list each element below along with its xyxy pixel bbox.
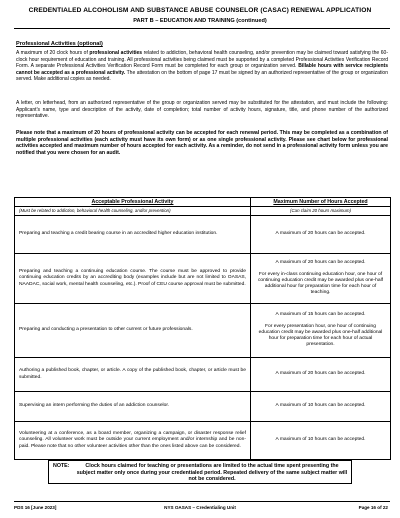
header-divider <box>14 28 390 29</box>
letter-paragraph: A letter, on letterhead, from an authorized representative of the group or organization served may be substituted for the attestation, and must include the following: Applicant's name, type and description of the activity, date of completion; total number of activity hours, signature, title, and phone number of the authorized representative. <box>16 100 388 120</box>
document-subtitle: PART B – EDUCATION AND TRAINING (continued) <box>133 18 267 24</box>
hours-text: A maximum of 20 hours can be accepted. <box>275 371 366 377</box>
table-row <box>15 254 391 304</box>
hours-cell <box>251 358 391 392</box>
activity-cell: Preparing and teaching a credit bearing course in an accredited higher education institution. <box>15 216 251 254</box>
col-activity-subheader: (Must be related to addiction, behavioral health counseling, and/or prevention) <box>15 207 251 216</box>
intro-bold-2: Billable hours with service recipients cannot be accepted as a professional activity. <box>16 63 388 76</box>
section-title: Professional Activities (optional) <box>16 41 103 47</box>
hours-text: A maximum of 15 hours can be accepted. <box>275 312 366 318</box>
activities-table <box>14 197 391 460</box>
table-subheader-row <box>15 207 391 216</box>
maximum-hours-paragraph: Please note that a maximum of 20 hours of professional activity can be accepted for each renewal period. This may be completed as a combination of multiple professional activities (each activity must have its own form) or as one single professional activity. Please see chart below for professional activities accepted and maximum number of hours accepted for each activity. As a reminder, do not send in a professional activity form unless you are notified that you were chosen for an audit. <box>16 130 388 156</box>
note-label: NOTE: <box>53 463 70 469</box>
document-title: CREDENTIALED ALCOHOLISM AND SUBSTANCE ABUSE COUNSELOR (CASAC) RENEWAL APPLICATION <box>28 7 372 14</box>
hours-text: A maximum of 20 hours can be accepted. <box>275 231 366 237</box>
col-hours-header: Maximum Number of Hours Accepted <box>251 198 391 207</box>
activity-cell: Preparing and conducting a presentation to other current or future professionals. <box>15 304 251 358</box>
activity-cell: Volunteering at a conference, as a board member, organizing a campaign, or disaster response relief counseling. All volunteer work must be outside your current employment and/or internship and be non-paid. Please note that no other volunteer activities other than the ones listed above can be considered. <box>15 422 251 460</box>
footer-divider <box>14 501 390 502</box>
hours-text: A maximum of 10 hours can be accepted. <box>275 403 366 409</box>
intro-text-2: related to addiction, behavioral health counseling, and/or prevention may be claimed toward satisfying the 60-clock hour requirement of education and training. All professional activities being claimed must be supported by a completed Professional Activities Verification Record Form. A separate Professional Activities Verification Record Form must be completed for each group or organization served. <box>16 50 388 70</box>
intro-paragraph <box>16 50 388 83</box>
hours-cell <box>251 304 391 358</box>
intro-text-3: The attestation on the bottom of page 17 must be signed by an authorized representative of the group or organization served. Make additional copies as needed. <box>16 69 388 83</box>
hours-detail: For every in-class continuing education hour, one hour of continuing education credit may be awarded plus one-half additional hour for preparation time for each hour of teaching. <box>257 271 384 296</box>
activity-cell: Supervising an intern performing the duties of an addiction counselor. <box>15 392 251 422</box>
table-row <box>15 392 391 422</box>
table-row <box>15 216 391 254</box>
hours-cell <box>251 392 391 422</box>
hours-cell <box>251 216 391 254</box>
footer-page-number: Page 16 of 22 <box>358 505 388 510</box>
table-row <box>15 358 391 392</box>
hours-text: A maximum of 10 hours can be accepted. <box>275 437 366 443</box>
col-activity-header: Acceptable Professional Activity <box>15 198 251 207</box>
note-box <box>48 460 352 484</box>
note-text: Clock hours claimed for teaching or presentations are limited to the actual time spent presenting the subject matter only once during your credentialed period. Repeated delivery of the same subject matter will not be considered. <box>76 463 348 483</box>
intro-bold-1: professional activities <box>89 50 143 56</box>
hours-text: A maximum of 20 hours can be accepted. <box>275 260 366 266</box>
hours-cell <box>251 422 391 460</box>
hours-detail: For every presentation hour, one hour of continuing education credit may be awarded plus one-half additional hour for preparation time for each hour of actual presentation. <box>258 323 383 348</box>
activity-cell: Preparing and teaching a continuing education course. The course must be approved to provide continuing education credits by an accrediting body (examples include but are not limited to OASAS, NAADAC, social work, mental health counseling, etc.). Proof of CEU course approval must be submitted. <box>15 254 251 304</box>
table-header-row <box>15 198 391 207</box>
footer-agency: NYS OASAS – Credentialing Unit <box>164 505 236 510</box>
col-hours-subheader: (Can claim 20 hours maximum) <box>251 207 391 216</box>
intro-text-1: A maximum of 20 clock hours of <box>16 50 90 56</box>
table-row <box>15 304 391 358</box>
hours-cell <box>251 254 391 304</box>
footer-form-id: PDS 16 [June 2023] <box>14 505 57 510</box>
activity-cell: Authoring a published book, chapter, or article. A copy of the published book, chapter, or article must be submitted. <box>15 358 251 392</box>
table-row <box>15 422 391 460</box>
